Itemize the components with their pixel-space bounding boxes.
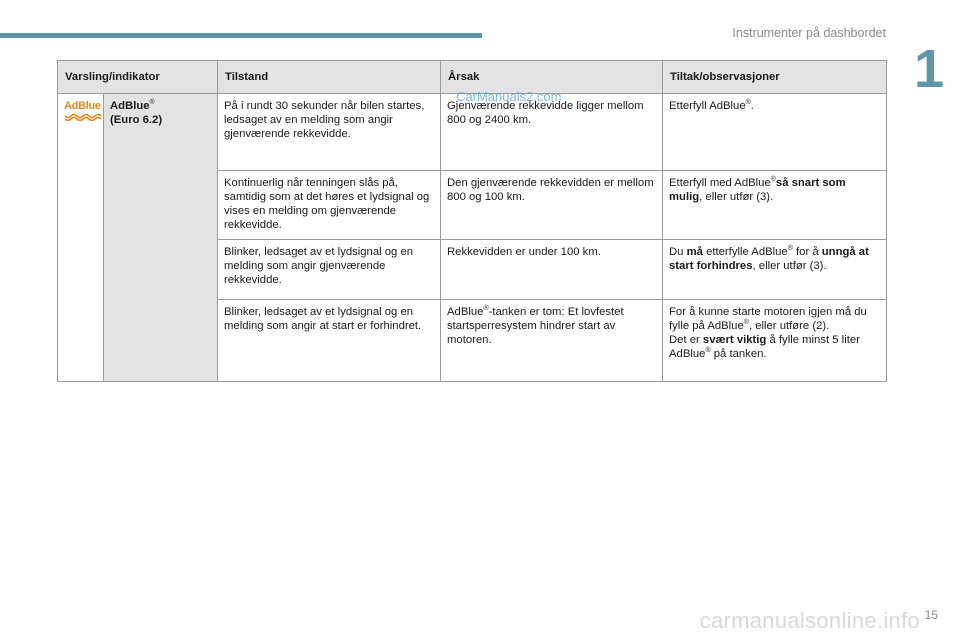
section-title: Instrumenter på dashbordet bbox=[732, 26, 886, 40]
indicator-name-cell bbox=[104, 94, 218, 382]
action-text: For å kunne starte motoren igjen må du fylle på AdBlue bbox=[669, 306, 867, 332]
action-text: etterfylle AdBlue bbox=[702, 246, 788, 258]
warning-table bbox=[57, 60, 887, 382]
action-emphasis: så snart som mulig bbox=[669, 177, 846, 203]
action-cell bbox=[663, 94, 887, 171]
cause-text: AdBlue bbox=[447, 306, 484, 318]
registered-mark: ® bbox=[770, 176, 776, 184]
adblue-icon-label: AdBlue bbox=[64, 100, 101, 112]
action-text: . bbox=[750, 100, 754, 112]
registered-mark: ® bbox=[745, 99, 751, 107]
action-text: , eller utføre (2). bbox=[748, 320, 830, 332]
cause-cell: Rekkevidden er under 100 km. bbox=[441, 240, 663, 300]
action-text: Etterfyll med AdBlue bbox=[669, 177, 771, 189]
action-text: Etterfyll AdBlue bbox=[669, 100, 746, 112]
column-header-condition: Tilstand bbox=[218, 61, 441, 94]
condition-cell: På i rundt 30 sekunder når bilen startes, ledsaget av en melding som angir gjenværende rekkevidde. bbox=[218, 94, 441, 171]
column-header-cause: Årsak bbox=[441, 61, 663, 94]
column-header-action: Tiltak/observasjoner bbox=[663, 61, 887, 94]
registered-mark: ® bbox=[149, 99, 155, 107]
registered-mark: ® bbox=[483, 305, 489, 313]
indicator-variant: (Euro 6.2) bbox=[110, 114, 163, 126]
watermark-bottom: carmanualsonline.info bbox=[699, 608, 920, 633]
cause-cell: Gjenværende rekkevidde ligger mellom 800 og 2400 km. bbox=[441, 94, 663, 171]
action-text: , eller utfør (3). bbox=[752, 260, 827, 272]
action-cell bbox=[663, 240, 887, 300]
action-text: for å bbox=[792, 246, 822, 258]
condition-cell: Blinker, ledsaget av et lydsignal og en melding som angir at start er forhindret. bbox=[218, 300, 441, 382]
condition-cell: Blinker, ledsaget av et lydsignal og en melding som angir gjenværende rekkevidde. bbox=[218, 240, 441, 300]
action-text: Det er bbox=[669, 334, 703, 346]
registered-mark: ® bbox=[787, 245, 793, 253]
registered-mark: ® bbox=[743, 319, 749, 327]
top-accent-bar bbox=[0, 33, 482, 38]
watermark-top: CarManuals2.com bbox=[456, 89, 562, 104]
action-emphasis: svært viktig bbox=[702, 334, 767, 346]
action-text: Du bbox=[669, 246, 687, 258]
column-header-indicator: Varsling/indikator bbox=[58, 61, 218, 94]
cause-cell: Den gjenværende rekkevidden er mellom 800 og 100 km. bbox=[441, 171, 663, 240]
table-row bbox=[58, 94, 887, 171]
adblue-warning-icon bbox=[64, 99, 102, 121]
chapter-number: 1 bbox=[913, 39, 944, 99]
registered-mark: ® bbox=[705, 347, 711, 355]
action-cell bbox=[663, 300, 887, 382]
adblue-wave-icon bbox=[64, 114, 102, 121]
action-emphasis: unngå at start forhindres bbox=[669, 246, 869, 272]
condition-cell: Kontinuerlig når tenningen slås på, samtidig som at det høres et lydsignal og vises en melding om gjenværende rekkevidde. bbox=[218, 171, 441, 240]
indicator-name: AdBlue bbox=[110, 100, 150, 112]
page-number: 15 bbox=[924, 608, 938, 622]
action-text: , eller utfør (3). bbox=[699, 191, 774, 203]
cause-cell bbox=[441, 300, 663, 382]
action-text: på tanken. bbox=[710, 348, 767, 360]
action-text: å fylle minst 5 liter AdBlue bbox=[669, 334, 860, 360]
indicator-icon-cell bbox=[58, 94, 104, 382]
action-emphasis: må bbox=[686, 246, 703, 258]
cause-text: -tanken er tom: Et lovfestet startsperresystem hindrer start av motoren. bbox=[447, 306, 624, 346]
action-cell bbox=[663, 171, 887, 240]
